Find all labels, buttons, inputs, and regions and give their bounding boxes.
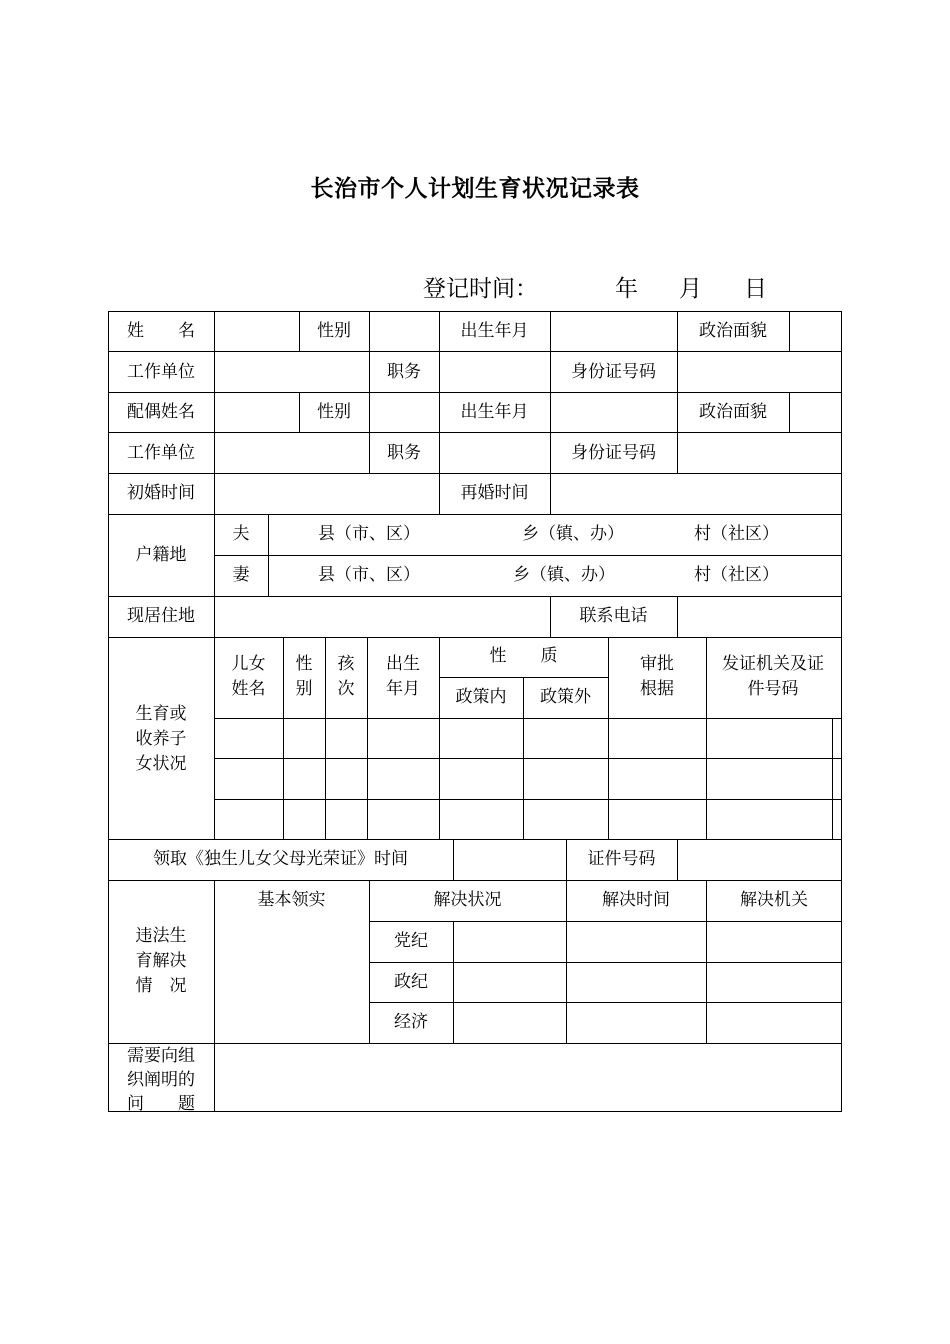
residence-label: 现居住地 <box>127 606 195 626</box>
approval-basis-header <box>608 637 706 718</box>
honor-certificate-time-field[interactable] <box>453 839 566 880</box>
page-title: 长治市个人计划生育状况记录表 <box>310 176 640 202</box>
spouse-birth-date-label: 出生年月 <box>460 402 529 422</box>
phone-label: 联系电话 <box>579 606 648 626</box>
child-name-header <box>214 637 283 718</box>
political-status-label: 政治面貌 <box>699 321 767 341</box>
outside-policy-header: 政策外 <box>540 687 591 707</box>
violation-label-line: 育解决 <box>135 951 187 971</box>
issues-label-line: 需要向组 <box>127 1046 195 1066</box>
birth-date-field[interactable] <box>550 311 677 352</box>
resolution-agency-header: 解决机关 <box>740 890 808 910</box>
husband-county-label: 县（市、区） <box>318 524 420 544</box>
table-rule <box>832 718 833 840</box>
position-label: 职务 <box>387 362 421 382</box>
id-number-label: 身份证号码 <box>571 362 656 382</box>
name-label: 姓 名 <box>127 321 195 341</box>
header-line: 年月 <box>386 679 420 699</box>
economic-label: 经济 <box>394 1012 428 1032</box>
husband-village-label: 村（社区） <box>694 524 779 544</box>
resolution-time-header: 解决时间 <box>602 890 670 910</box>
table-rule <box>214 758 842 759</box>
spouse-position-label: 职务 <box>387 443 421 463</box>
nature-header: 性 质 <box>489 646 558 666</box>
party-discipline-label: 党纪 <box>394 931 428 951</box>
issues-field[interactable] <box>214 1043 842 1112</box>
spouse-name-field[interactable] <box>214 392 299 433</box>
table-rule <box>268 514 269 596</box>
government-discipline-label: 政纪 <box>394 972 428 992</box>
header-line: 审批 <box>640 654 674 674</box>
spouse-id-number-field[interactable] <box>677 433 842 473</box>
issues-label <box>108 1043 214 1111</box>
spouse-birth-date-field[interactable] <box>550 392 677 433</box>
husband-township-label: 乡（镇、办） <box>522 524 624 544</box>
violation-label-line: 违法生 <box>135 926 187 946</box>
honor-certificate-label: 领取《独生儿女父母光荣证》时间 <box>153 849 408 869</box>
children-label-line: 生育或 <box>135 704 187 724</box>
issues-label-line: 问 题 <box>127 1094 195 1111</box>
child-gender-header <box>283 637 325 718</box>
husband-label: 夫 <box>232 524 250 544</box>
birth-date-label: 出生年月 <box>460 321 529 341</box>
table-rule <box>453 921 454 1044</box>
header-line: 姓名 <box>231 679 266 699</box>
spouse-gender-field[interactable] <box>369 392 439 433</box>
spouse-work-unit-field[interactable] <box>214 433 369 473</box>
table-rule <box>214 799 842 800</box>
remarriage-label: 再婚时间 <box>460 483 529 503</box>
children-label-line: 收养子 <box>135 729 187 749</box>
header-line: 件号码 <box>747 679 799 699</box>
child-order-header <box>325 637 367 718</box>
children-label-line: 女状况 <box>135 754 187 774</box>
registration-day: 日 <box>744 276 767 302</box>
spouse-id-number-label: 身份证号码 <box>571 443 656 463</box>
child-birth-header <box>367 637 439 718</box>
residence-field[interactable] <box>214 596 550 637</box>
remarriage-field[interactable] <box>550 473 842 514</box>
certificate-number-label: 证件号码 <box>587 849 656 869</box>
position-field[interactable] <box>439 352 550 392</box>
header-line: 性 <box>295 654 313 674</box>
wife-township-label: 乡（镇、办） <box>513 565 615 585</box>
phone-field[interactable] <box>677 596 842 637</box>
violation-section-label <box>108 880 214 1043</box>
name-field[interactable] <box>214 311 299 352</box>
resolution-status-header: 解决状况 <box>433 890 502 910</box>
work-unit-label: 工作单位 <box>127 362 195 382</box>
registration-label: 登记时间： <box>423 276 538 302</box>
basic-facts-header: 基本领实 <box>257 890 326 910</box>
wife-county-label: 县（市、区） <box>318 565 420 585</box>
wife-village-label: 村（社区） <box>694 565 779 585</box>
spouse-position-field[interactable] <box>439 433 550 473</box>
header-line: 儿女 <box>231 654 266 674</box>
registration-year: 年 <box>615 276 638 302</box>
work-unit-field[interactable] <box>214 352 369 392</box>
household-label: 户籍地 <box>135 545 187 565</box>
within-policy-header: 政策内 <box>455 687 507 707</box>
header-line: 出生 <box>386 654 420 674</box>
table-rule <box>214 718 842 719</box>
children-section-label <box>108 637 214 839</box>
spouse-political-status-field[interactable] <box>789 392 842 433</box>
spouse-gender-label: 性别 <box>317 402 351 422</box>
gender-field[interactable] <box>369 311 439 352</box>
first-marriage-label: 初婚时间 <box>127 483 195 503</box>
first-marriage-field[interactable] <box>214 473 439 514</box>
political-status-field[interactable] <box>789 311 842 352</box>
header-line: 次 <box>337 679 355 699</box>
spouse-name-label: 配偶姓名 <box>127 402 195 422</box>
registration-month: 月 <box>679 276 702 302</box>
header-line: 孩 <box>337 654 355 674</box>
gender-label: 性别 <box>317 321 351 341</box>
certificate-number-field[interactable] <box>677 839 842 880</box>
header-line: 发证机关及证 <box>722 654 824 674</box>
header-line: 根据 <box>640 679 674 699</box>
issues-label-line: 织阐明的 <box>127 1070 195 1090</box>
wife-label: 妻 <box>232 565 250 585</box>
issuing-authority-header <box>706 637 840 718</box>
header-line: 别 <box>295 679 313 699</box>
spouse-work-unit-label: 工作单位 <box>127 443 195 463</box>
spouse-political-status-label: 政治面貌 <box>699 402 767 422</box>
id-number-field[interactable] <box>677 352 842 392</box>
violation-label-line: 情 况 <box>135 976 187 996</box>
